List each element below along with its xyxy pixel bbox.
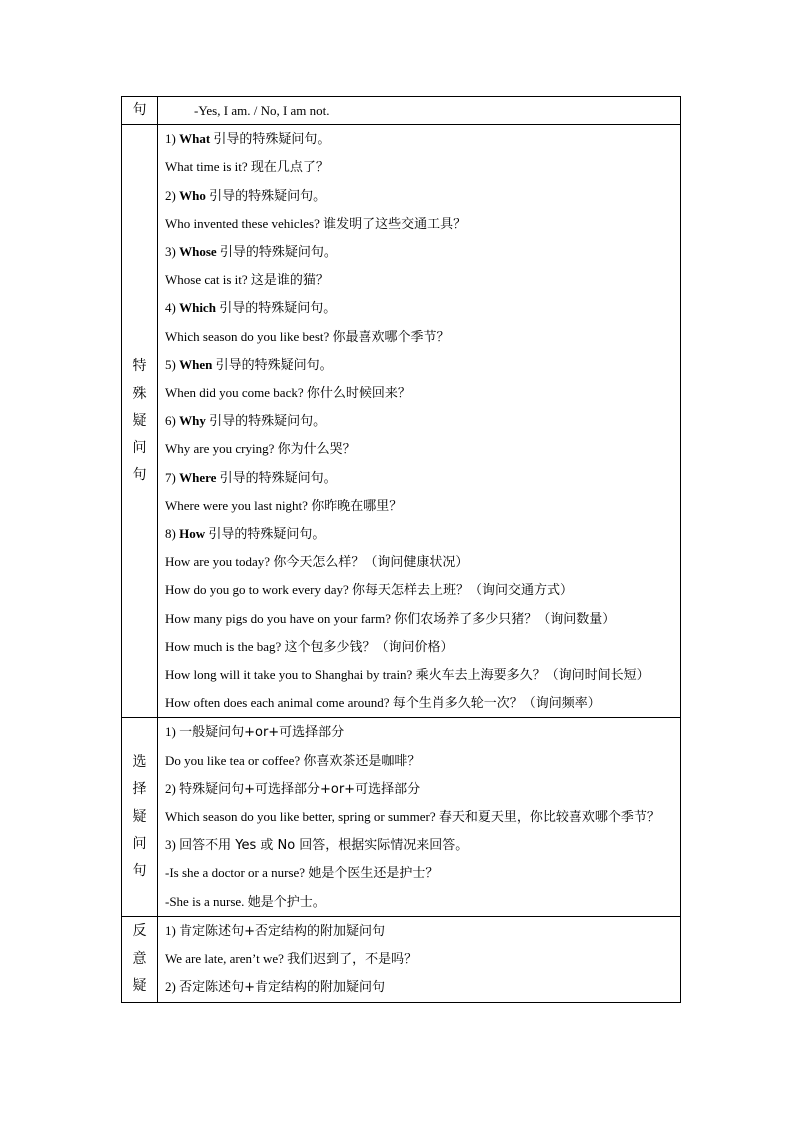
english-sentence: Do you like tea or coffee? — [165, 752, 304, 768]
question-word: What — [179, 131, 211, 147]
chinese-text: 你今天怎么样？（询问健康状况） — [273, 555, 469, 571]
chinese-text: 这是谁的猫？ — [250, 273, 329, 289]
question-word: Who — [179, 187, 206, 203]
text-line — [165, 238, 676, 266]
category-label-char: 句 — [132, 862, 147, 879]
item-number: 2) — [165, 187, 180, 203]
chinese-text: 一般疑问句+or+可选择部分 — [179, 725, 345, 741]
chinese-text: 引导的特殊疑问句。 — [213, 132, 331, 148]
text-line — [165, 605, 676, 633]
chinese-text: 你喜欢茶还是咖啡？ — [303, 753, 421, 769]
text-line — [165, 294, 676, 322]
grammar-table — [121, 96, 681, 1003]
item-number: 6) — [165, 413, 180, 429]
english-sentence: How are you today? — [165, 554, 274, 570]
chinese-text: 回答不用 Yes 或 No 回答，根据实际情况来回答。 — [179, 838, 469, 854]
chinese-text: 引导的特殊疑问句。 — [215, 357, 333, 373]
english-sentence: -Yes, I am. / No, I am not. — [194, 103, 330, 118]
text-line — [165, 548, 676, 576]
category-label-char: 问 — [132, 439, 147, 456]
text-line — [165, 323, 676, 351]
english-sentence: -She is a nurse. — [165, 893, 248, 909]
item-number: 1) — [165, 724, 180, 740]
item-number: 7) — [165, 469, 180, 485]
item-number: 3) — [165, 244, 180, 260]
chinese-text: 引导的特殊疑问句。 — [219, 245, 337, 261]
english-sentence: How often does each animal come around? — [165, 695, 393, 711]
text-line — [165, 97, 676, 124]
chinese-text: 春天和夏天里，你比较喜欢哪个季节？ — [438, 810, 660, 826]
table-row — [122, 125, 681, 718]
example-content — [158, 97, 681, 125]
item-number: 4) — [165, 300, 180, 316]
table-row — [122, 916, 681, 1002]
category-label-char: 反 — [132, 923, 147, 940]
category-label-char: 疑 — [132, 808, 147, 825]
category-label-char: 疑 — [132, 412, 147, 429]
chinese-text: 引导的特殊疑问句。 — [208, 527, 326, 543]
example-content — [158, 718, 681, 916]
english-sentence: How long will it take you to Shanghai by train? — [165, 667, 416, 683]
text-line — [165, 803, 676, 831]
chinese-text: 你什么时候回来？ — [306, 386, 411, 402]
english-sentence: How do you go to work every day? — [165, 582, 353, 598]
chinese-text: 引导的特殊疑问句。 — [219, 470, 337, 486]
item-number: 8) — [165, 526, 180, 542]
text-line — [165, 633, 676, 661]
question-word: How — [179, 526, 206, 542]
text-line — [165, 859, 676, 887]
chinese-text: 肯定陈述句+否定结构的附加疑问句 — [179, 923, 385, 939]
text-line — [165, 973, 676, 1001]
category-label — [122, 97, 158, 125]
text-line — [165, 210, 676, 238]
chinese-text: 每个生肖多久轮一次？（询问频率） — [392, 696, 601, 712]
category-label-char: 疑 — [132, 977, 147, 994]
text-line — [165, 520, 676, 548]
chinese-text: 否定陈述句+肯定结构的附加疑问句 — [179, 980, 385, 996]
text-line — [165, 435, 676, 463]
text-line — [165, 351, 676, 379]
question-word: Why — [179, 413, 206, 429]
text-line — [165, 576, 676, 604]
category-label — [122, 125, 158, 718]
text-line — [165, 125, 676, 153]
item-number: 1) — [165, 131, 180, 147]
english-sentence: Who invented these vehicles? — [165, 215, 324, 231]
text-line — [165, 917, 676, 945]
english-sentence: Whose cat is it? — [165, 272, 251, 288]
chinese-text: 你们农场养了多少只猪？（询问数量） — [394, 611, 616, 627]
chinese-text: 引导的特殊疑问句。 — [219, 301, 337, 317]
text-line — [165, 266, 676, 294]
english-sentence: -Is she a doctor or a nurse? — [165, 865, 309, 881]
text-line — [165, 492, 676, 520]
english-sentence: What time is it? — [165, 159, 251, 175]
category-label — [122, 718, 158, 916]
question-word: When — [179, 356, 213, 372]
table-row — [122, 718, 681, 916]
text-line — [165, 689, 676, 717]
chinese-text: 你为什么哭？ — [277, 442, 356, 458]
item-number: 2) — [165, 979, 180, 995]
chinese-text: 乘火车去上海要多久？（询问时间长短） — [415, 668, 650, 684]
text-line — [165, 831, 676, 859]
text-line — [165, 379, 676, 407]
category-label-char: 选 — [132, 754, 147, 771]
item-number: 3) — [165, 837, 180, 853]
text-line — [165, 718, 676, 746]
chinese-text: 她是个医生还是护士？ — [308, 866, 439, 882]
category-label-char: 殊 — [132, 385, 147, 402]
english-sentence: Where were you last night? — [165, 497, 312, 513]
english-sentence: We are late, aren’t we? — [165, 951, 288, 967]
chinese-text: 谁发明了这些交通工具？ — [323, 216, 467, 232]
text-line — [165, 407, 676, 435]
category-label-char: 问 — [132, 835, 147, 852]
chinese-text: 你最喜欢哪个季节？ — [332, 329, 450, 345]
text-line — [165, 182, 676, 210]
english-sentence: Which season do you like better, spring or summer? — [165, 809, 439, 825]
text-line — [165, 153, 676, 181]
category-label-char: 特 — [132, 358, 147, 375]
english-sentence: How many pigs do you have on your farm? — [165, 610, 395, 626]
category-label — [122, 916, 158, 1002]
item-number: 1) — [165, 922, 180, 938]
chinese-text: 你每天怎样去上班？（询问交通方式） — [352, 583, 574, 599]
question-word: Where — [179, 469, 217, 485]
text-line — [165, 888, 676, 916]
english-sentence: When did you come back? — [165, 385, 307, 401]
question-word: Which — [179, 300, 216, 316]
category-label-char: 句 — [132, 467, 147, 484]
chinese-text: 她是个护士。 — [247, 894, 326, 910]
example-content — [158, 125, 681, 718]
chinese-text: 我们迟到了，不是吗？ — [287, 952, 418, 968]
question-word: Whose — [179, 244, 217, 260]
text-line — [165, 945, 676, 973]
text-line — [165, 661, 676, 689]
chinese-text: 你昨晚在哪里？ — [311, 498, 403, 514]
text-line — [165, 775, 676, 803]
chinese-text: 引导的特殊疑问句。 — [209, 188, 327, 204]
chinese-text: 特殊疑问句+可选择部分+or+可选择部分 — [179, 781, 421, 797]
category-label-char: 句 — [132, 102, 147, 118]
table-row — [122, 97, 681, 125]
chinese-text: 现在几点了？ — [250, 160, 329, 176]
chinese-text: 这个包多少钱？（询问价格） — [284, 639, 454, 655]
text-line — [165, 464, 676, 492]
category-label-char: 意 — [132, 950, 147, 967]
category-label-char: 择 — [132, 781, 147, 798]
item-number: 5) — [165, 356, 180, 372]
text-line — [165, 747, 676, 775]
item-number: 2) — [165, 780, 180, 796]
example-content — [158, 916, 681, 1002]
english-sentence: Why are you crying? — [165, 441, 278, 457]
english-sentence: How much is the bag? — [165, 638, 285, 654]
english-sentence: Which season do you like best? — [165, 328, 333, 344]
chinese-text: 引导的特殊疑问句。 — [209, 414, 327, 430]
